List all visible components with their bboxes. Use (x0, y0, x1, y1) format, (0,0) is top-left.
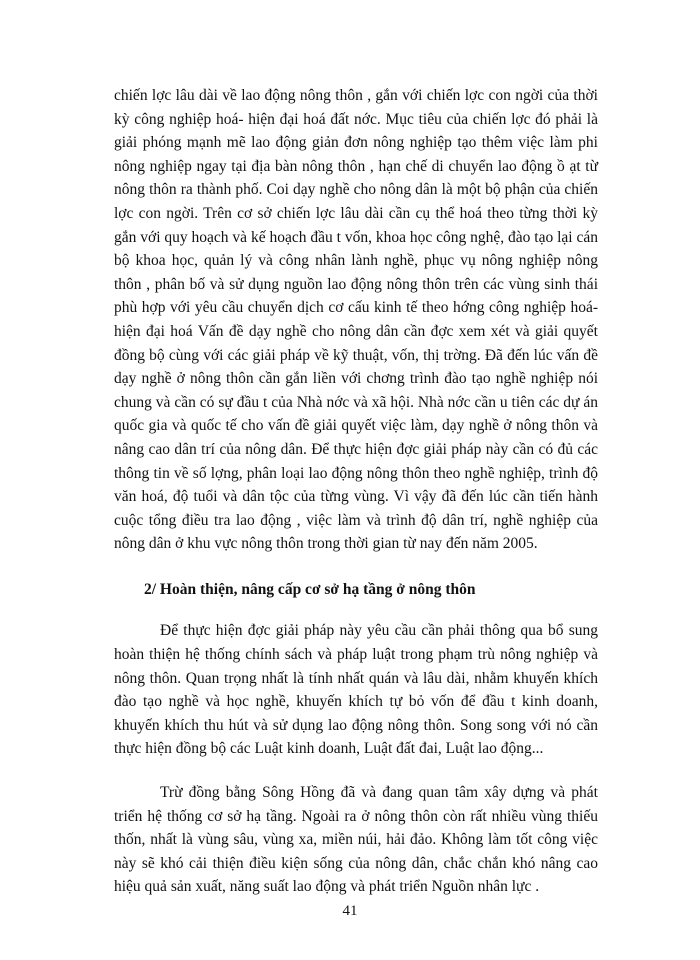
body-paragraph-3: Trừ đồng bằng Sông Hồng đã và đang quan tâm xây dựng và phát triển hệ thống cơ sở hạ tầng. Ngoài ra ở nông thôn còn rất nhiều vùng thiếu thốn, nhất là vùng sâu, vùng xa, miền núi, hải đảo. Không làm tốt công việc này sẽ khó cải thiện điều kiện sống của nông dân, chắc chắn khó nâng cao hiệu quả sản xuất, năng suất lao động và phát triển Nguồn nhân lực . (114, 784, 598, 896)
body-paragraph-2: Để thực hiện đợc giải pháp này yêu cầu cần phải thông qua bổ sung hoàn thiện hệ thống chính sách và pháp luật trong phạm trù nông nghiệp và nông thôn. Quan trọng nhất là tính nhất quán và lâu dài, nhằm khuyến khích đào tạo nghề và học nghề, khuyến khích tự bỏ vốn để đầu t kinh doanh, khuyến khích thu hút và sử dụng lao động nông thôn. Song song với nó cần thực hiện đồng bộ các Luật kinh doanh, Luật đất đai, Luật lao động... (114, 622, 598, 758)
section-heading: 2/ Hoàn thiện, nâng cấp cơ sở hạ tầng ở nông thôn (144, 580, 476, 598)
body-paragraph-1: chiến lợc lâu dài về lao động nông thôn , gắn với chiến lợc con ngời của thời kỳ công nghiệp hoá- hiện đại hoá đất nớc. Mục tiêu của chiến lợc đó phải là giải phóng mạnh mẽ lao động giản đơn nông nghiệp tạo thêm việc làm phi nông nghiệp ngay tại địa bàn nông thôn , hạn chế di chuyển lao động ồ ạt từ nông thôn ra thành phố. Coi dạy nghề cho nông dân là một bộ phận của chiến lợc con ngời. Trên cơ sở chiến lợc lâu dài cần cụ thể hoá theo từng thời kỳ gắn với quy hoạch và kế hoạch đầu t vốn, khoa học công nghệ, đào tạo lại cán bộ khoa học, quản lý và công nhân lành nghề, phục vụ nông nghiệp nông thôn , phân bố và sử dụng nguồn lao động nông thôn trên các vùng sinh thái phù hợp với yêu cầu chuyển dịch cơ cấu kinh tế theo hớng công nghiệp hoá- hiện đại hoá Vấn đề dạy nghề cho nông dân cần đợc xem xét và giải quyết đồng bộ cùng với các giải pháp về kỹ thuật, vốn, thị trờng. Đã đến lúc vấn đề dạy nghề ở nông thôn cần gắn liền với chơng trình đào tạo nghề nghiệp nói chung và cần có sự đầu t của Nhà nớc và xã hội. Nhà nớc cần u tiên các dự án quốc gia và quốc tế cho vấn đề giải quyết việc làm, dạy nghề ở nông thôn và nâng cao dân trí của nông dân. Để thực hiện đợc giải pháp này cần có đủ các thông tin về số lợng, phân loại lao động nông thôn theo nghề nghiệp, trình độ văn hoá, độ tuổi và dân tộc của từng vùng. Vì vậy đã đến lúc cần tiến hành cuộc tổng điều tra lao động , việc làm và trình độ dân trí, nghề nghiệp của nông dân ở khu vực nông thôn trong thời gian từ nay đến năm 2005. (114, 87, 598, 553)
page-number: 41 (342, 903, 358, 919)
document-page (114, 84, 598, 899)
